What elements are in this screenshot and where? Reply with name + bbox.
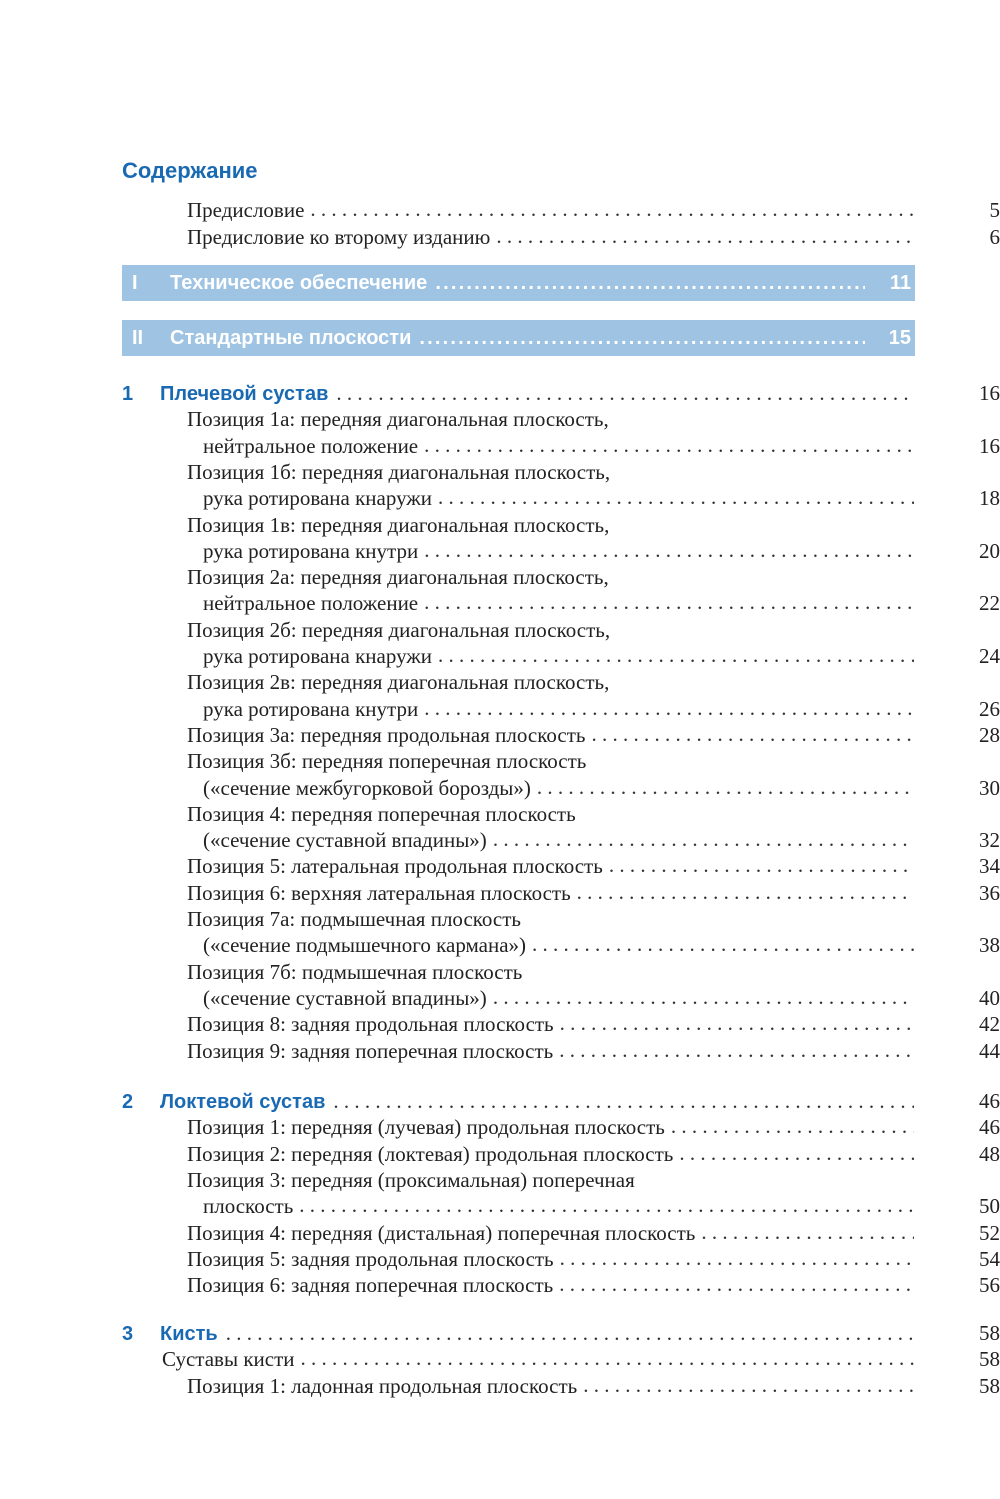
entry-page: 52 xyxy=(979,1220,1000,1245)
toc-entry[interactable] xyxy=(187,1220,1000,1246)
part-title: Стандартные плоскости xyxy=(170,326,412,349)
entry-text: Предисловие ко второму изданию xyxy=(187,225,491,249)
chapter-title: Кисть xyxy=(160,1323,218,1345)
leader-dots xyxy=(424,432,914,458)
chapter-page: 16 xyxy=(979,381,1000,405)
toc-entry[interactable] xyxy=(187,722,1000,748)
entry-page: 28 xyxy=(979,722,1000,747)
toc-entry[interactable] xyxy=(203,932,1000,958)
toc-entry[interactable] xyxy=(187,1272,1000,1298)
entry-page: 58 xyxy=(979,1347,1000,1372)
entry-page: 16 xyxy=(979,433,1000,458)
toc-entry[interactable] xyxy=(187,1011,1000,1037)
entry-page: 46 xyxy=(979,1115,1000,1140)
toc-entry-preface[interactable] xyxy=(187,197,1000,223)
toc-entry[interactable] xyxy=(203,590,1000,616)
leader-dots xyxy=(226,1320,914,1346)
leader-dots xyxy=(560,1010,914,1036)
leader-dots xyxy=(493,984,914,1010)
entry-page: 26 xyxy=(979,696,1000,721)
chapter-heading-3[interactable] xyxy=(122,1320,1000,1347)
entry-page: 56 xyxy=(979,1273,1000,1298)
part-number: I xyxy=(132,271,138,294)
entry-text-line1: Позиция 4: передняя поперечная плоскость xyxy=(187,801,576,826)
part-number: II xyxy=(132,326,144,349)
toc-entry[interactable] xyxy=(203,696,1000,722)
entry-text-line2: («сечение межбугорковой борозды») xyxy=(203,775,531,800)
entry-text-line1: Позиция 7а: подмышечная плоскость xyxy=(187,907,522,931)
leader-dots xyxy=(438,642,914,668)
entry-text: Позиция 3а: передняя продольная плоскость xyxy=(187,722,586,747)
chapter-page: 46 xyxy=(979,1089,1000,1113)
leader-dots xyxy=(493,826,914,852)
leader-dots xyxy=(559,1271,914,1297)
entry-page: 32 xyxy=(979,828,1000,853)
chapter-heading-1[interactable] xyxy=(122,380,1000,407)
part-bar-1[interactable] xyxy=(122,265,915,301)
toc-entry[interactable] xyxy=(187,1038,1000,1064)
leader-dots xyxy=(537,774,914,800)
entry-text-line2: нейтральное положение xyxy=(203,433,419,458)
entry-page: 58 xyxy=(979,1373,1000,1398)
toc-entry[interactable] xyxy=(187,1114,1000,1140)
entry-text-line1: Позиция 1в: передняя диагональная плоскость, xyxy=(187,512,610,537)
leader-dots xyxy=(299,1192,914,1218)
entry-page: 6 xyxy=(989,225,1000,249)
leader-dots xyxy=(496,223,914,249)
leader-dots xyxy=(419,327,865,350)
part-title: Техническое обеспечение xyxy=(170,271,428,294)
leader-dots xyxy=(424,589,914,615)
chapter-number: 2 xyxy=(122,1091,134,1113)
toc-entry[interactable] xyxy=(203,985,1000,1011)
entry-text: Позиция 8: задняя продольная плоскость xyxy=(187,1012,554,1037)
entry-text-line2: рука ротирована кнутри xyxy=(203,538,419,563)
part-page: 11 xyxy=(889,271,911,294)
entry-text-line1: Позиция 1б: передняя диагональная плоскость, xyxy=(187,459,611,484)
entry-page: 54 xyxy=(979,1246,1000,1271)
entry-text-line2: рука ротирована кнаружи xyxy=(203,644,433,668)
entry-text-line1: Позиция 2б: передняя диагональная плоскость, xyxy=(187,617,611,642)
toc-entry[interactable] xyxy=(203,538,1000,564)
leader-dots xyxy=(301,1345,914,1371)
toc-entry-preface-2nd[interactable] xyxy=(187,224,1000,250)
part-bar-2[interactable] xyxy=(122,320,915,356)
entry-page: 20 xyxy=(979,538,1000,563)
entry-text-line1: Позиция 2а: передняя диагональная плоскость, xyxy=(187,565,609,590)
leader-dots xyxy=(559,1037,914,1063)
entry-text-line1: Позиция 3: передняя (проксимальная) поперечная xyxy=(187,1167,635,1192)
leader-dots xyxy=(333,1088,914,1114)
entry-page: 50 xyxy=(979,1194,1000,1219)
leader-dots xyxy=(336,380,914,406)
leader-dots xyxy=(591,721,914,747)
entry-text-line2: нейтральное положение xyxy=(203,591,419,616)
entry-text-line2: («сечение суставной впадины») xyxy=(203,985,487,1010)
entry-text: Позиция 6: задняя поперечная плоскость xyxy=(187,1273,554,1298)
leader-dots xyxy=(583,1372,914,1398)
toc-entry-sub[interactable] xyxy=(162,1346,1000,1372)
entry-page: 24 xyxy=(979,644,1000,668)
chapter-title: Локтевой сустав xyxy=(160,1091,326,1113)
toc-entry[interactable] xyxy=(187,1373,1000,1399)
toc-entry[interactable] xyxy=(187,1246,1000,1272)
chapter-number: 3 xyxy=(122,1323,134,1345)
entry-text-line1: Позиция 2в: передняя диагональная плоскость, xyxy=(187,670,610,695)
toc-entry[interactable] xyxy=(203,827,1000,853)
entry-text-line2: рука ротирована кнутри xyxy=(203,696,419,721)
toc-entry[interactable] xyxy=(187,1141,1000,1167)
entry-text: Суставы кисти xyxy=(162,1347,295,1372)
entry-text-line2: («сечение суставной впадины») xyxy=(203,828,487,853)
toc-entry[interactable] xyxy=(203,433,1000,459)
toc-entry[interactable] xyxy=(203,485,1000,511)
entry-page: 36 xyxy=(979,880,1000,905)
toc-title: Содержание xyxy=(122,158,258,183)
chapter-number: 1 xyxy=(122,383,134,405)
entry-text-line1: Позиция 1а: передняя диагональная плоскость, xyxy=(187,407,609,432)
leader-dots xyxy=(424,537,914,563)
toc-entry[interactable] xyxy=(203,1193,1000,1219)
entry-page: 44 xyxy=(979,1038,1000,1063)
leader-dots xyxy=(435,272,865,295)
toc-entry[interactable] xyxy=(203,643,1000,669)
entry-page: 30 xyxy=(979,775,1000,800)
entry-page: 48 xyxy=(979,1141,1000,1166)
entry-text: Предисловие xyxy=(187,198,305,222)
entry-text-line1: Позиция 7б: подмышечная плоскость xyxy=(187,959,523,984)
leader-dots xyxy=(424,695,914,721)
leader-dots xyxy=(701,1219,914,1245)
part-page: 15 xyxy=(888,326,911,349)
chapter-title: Плечевой сустав xyxy=(160,383,329,405)
entry-text: Позиция 5: латеральная продольная плоскость xyxy=(187,854,603,879)
chapter-page: 58 xyxy=(979,1321,1000,1345)
entry-page: 42 xyxy=(979,1012,1000,1037)
leader-dots xyxy=(438,484,914,510)
leader-dots xyxy=(560,1245,914,1271)
entry-text-line2: рука ротирована кнаружи xyxy=(203,486,433,511)
entry-text: Позиция 1: передняя (лучевая) продольная плоскость xyxy=(187,1115,665,1140)
entry-text-line1: Позиция 3б: передняя поперечная плоскость xyxy=(187,749,587,774)
entry-text: Позиция 5: задняя продольная плоскость xyxy=(187,1246,554,1271)
leader-dots xyxy=(609,852,914,878)
chapter-heading-2[interactable] xyxy=(122,1088,1000,1115)
toc-entry[interactable] xyxy=(187,880,1000,906)
toc-entry[interactable] xyxy=(187,853,1000,879)
entry-text: Позиция 4: передняя (дистальная) поперечная плоскость xyxy=(187,1220,696,1245)
entry-text: Позиция 1: ладонная продольная плоскость xyxy=(187,1373,578,1398)
entry-page: 38 xyxy=(979,933,1000,958)
leader-dots xyxy=(671,1113,914,1139)
toc-entry[interactable] xyxy=(203,775,1000,801)
entry-text: Позиция 9: задняя поперечная плоскость xyxy=(187,1038,554,1063)
leader-dots xyxy=(577,879,914,905)
entry-text-line2: («сечение подмышечного кармана») xyxy=(203,933,527,958)
entry-page: 18 xyxy=(979,486,1000,511)
entry-page: 5 xyxy=(989,198,1000,222)
entry-page: 40 xyxy=(979,985,1000,1010)
entry-text: Позиция 6: верхняя латеральная плоскость xyxy=(187,880,571,905)
leader-dots xyxy=(532,931,914,957)
entry-page: 34 xyxy=(979,854,1000,879)
entry-text-line2: плоскость xyxy=(203,1194,294,1219)
leader-dots xyxy=(679,1140,914,1166)
leader-dots xyxy=(310,196,914,222)
entry-text: Позиция 2: передняя (локтевая) продольная плоскость xyxy=(187,1141,674,1166)
entry-page: 22 xyxy=(979,591,1000,616)
